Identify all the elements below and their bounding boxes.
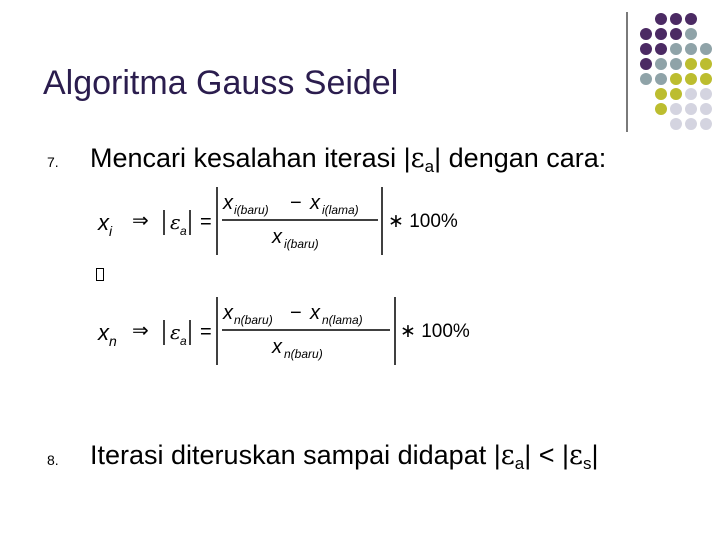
decorative-dot [655, 88, 667, 100]
decorative-dot [670, 88, 682, 100]
svg-text:x: x [272, 336, 282, 358]
vertical-ellipsis-icon [96, 268, 104, 281]
svg-text:i(baru): i(baru) [234, 203, 269, 217]
decorative-dot [655, 13, 667, 25]
decorative-dot [640, 73, 652, 85]
svg-text:a: a [180, 224, 187, 238]
decorative-dot [655, 28, 667, 40]
svg-text:⇒: ⇒ [132, 210, 149, 232]
decorative-dot [640, 58, 652, 70]
decorative-dot [685, 73, 697, 85]
decorative-dot [655, 73, 667, 85]
decorative-dot [670, 13, 682, 25]
decorative-dot [655, 103, 667, 115]
error-formula-i [90, 185, 490, 265]
item-number: 7. [47, 154, 59, 170]
decorative-dot [700, 73, 712, 85]
item-text [90, 440, 690, 479]
decorative-dot [700, 103, 712, 115]
svg-text:i(baru): i(baru) [284, 237, 319, 251]
decorative-dot [670, 118, 682, 130]
svg-text:x: x [310, 302, 320, 324]
decorative-dot [700, 88, 712, 100]
svg-text:ε: ε [170, 210, 181, 234]
item-7-text: Mencari kesalahan iterasi $|\varepsilon_a|$ dengan cara: [90, 143, 607, 176]
decorative-dot [685, 88, 697, 100]
x-n-var: $x_n$ [98, 320, 117, 349]
item-number: 8. [47, 452, 59, 468]
decorative-dot [670, 58, 682, 70]
decorative-dot [655, 58, 667, 70]
svg-text:−: − [290, 302, 302, 324]
item-8-text: Iterasi diteruskan sampai didapat $|\varepsilon_a| < |\varepsilon_s|$ [90, 440, 599, 473]
item-text [90, 143, 610, 182]
error-formula-n [90, 295, 490, 375]
slide-title: Algoritma Gauss Seidel [43, 64, 399, 102]
decorative-dot [640, 28, 652, 40]
decorative-dot [670, 73, 682, 85]
svg-text:∗ 100%: ∗ 100% [388, 211, 458, 232]
decorative-dot [700, 43, 712, 55]
svg-text:=: = [200, 211, 212, 233]
svg-text:n(lama): n(lama) [322, 313, 363, 327]
svg-text:x: x [223, 192, 233, 214]
decorative-dot [670, 43, 682, 55]
svg-text:x: x [272, 226, 282, 248]
decorative-dot [700, 58, 712, 70]
decorative-dot [655, 43, 667, 55]
svg-text:a: a [180, 334, 187, 348]
decorative-dot [685, 28, 697, 40]
decorative-dot [685, 118, 697, 130]
decorative-dot [640, 43, 652, 55]
svg-text:ε: ε [170, 320, 181, 344]
svg-text:i(lama): i(lama) [322, 203, 359, 217]
svg-text:=: = [200, 321, 212, 343]
svg-text:n(baru): n(baru) [234, 313, 273, 327]
decorative-dot [685, 43, 697, 55]
x-i-var: $x_i$ [98, 210, 113, 239]
svg-text:−: − [290, 192, 302, 214]
decorative-dot [670, 28, 682, 40]
divider-line [626, 12, 628, 132]
decorative-dot [685, 13, 697, 25]
svg-text:∗ 100%: ∗ 100% [400, 321, 470, 342]
decorative-dot [685, 58, 697, 70]
decorative-dot [700, 118, 712, 130]
decorative-dot [685, 103, 697, 115]
svg-text:n(baru): n(baru) [284, 347, 323, 361]
decorative-dot [670, 103, 682, 115]
svg-text:⇒: ⇒ [132, 320, 149, 342]
svg-text:x: x [223, 302, 233, 324]
svg-text:x: x [310, 192, 320, 214]
